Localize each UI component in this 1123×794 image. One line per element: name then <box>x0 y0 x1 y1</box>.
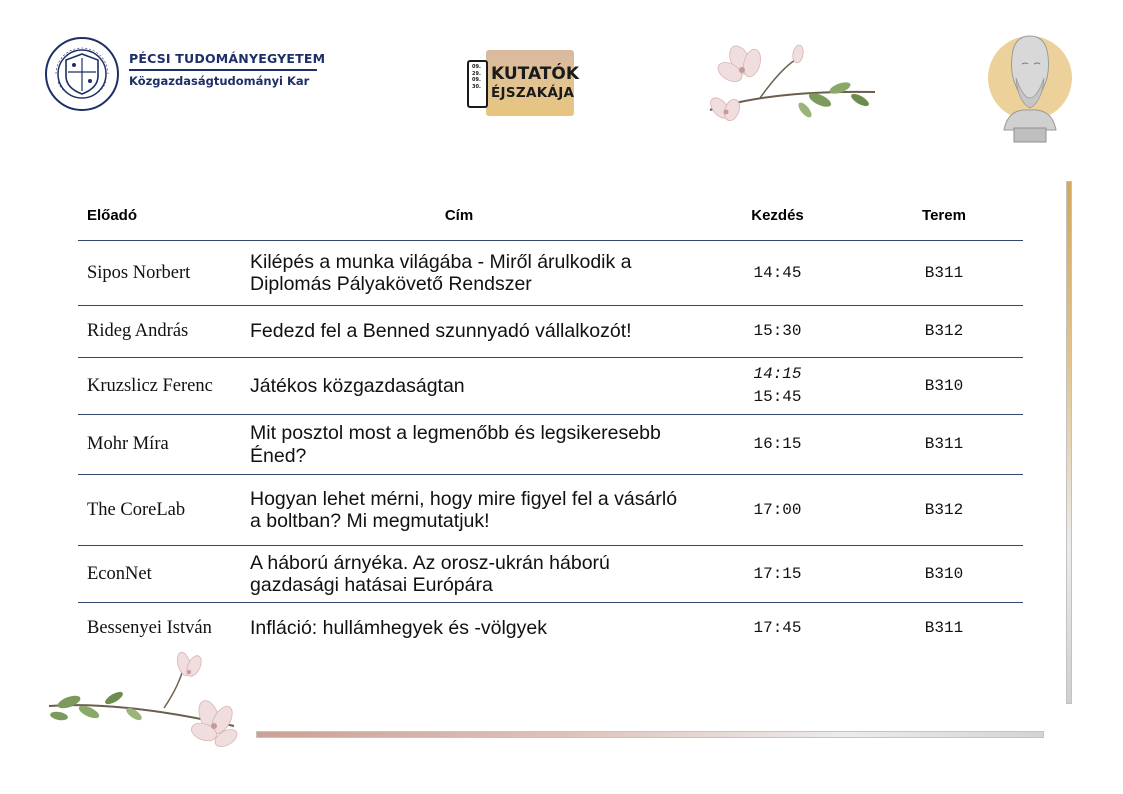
university-logo <box>44 36 334 116</box>
event-logo-title-line1: KUTATÓK <box>491 64 580 84</box>
event-logo-dates: 09. 29. 09. 30. <box>472 64 481 90</box>
philosopher-bust-icon <box>986 28 1076 144</box>
room-cell: B311 <box>924 435 964 453</box>
university-seal-icon <box>44 36 120 112</box>
event-logo-title-line2: ÉJSZAKÁJA <box>491 85 575 101</box>
speaker-cell: EconNet <box>87 563 152 584</box>
faculty-name: Közgazdaságtudományi Kar <box>129 73 310 88</box>
room-cell: B311 <box>924 618 964 637</box>
room-cell: B310 <box>924 376 964 395</box>
title-cell: Kilépés a munka világába - Miről árulkodik a Diplomás Pályakövető Rendszer <box>250 250 632 295</box>
header-title: Cím <box>444 206 474 224</box>
speaker-cell: Kruzslicz Ferenc <box>87 375 213 396</box>
time-main: 15:45 <box>753 388 802 406</box>
room-cell: B312 <box>924 322 964 340</box>
title-cell: Hogyan lehet mérni, hogy mire figyel fel a vásárló a boltban? Mi megmutatjuk! <box>250 487 678 532</box>
time-cell: 17:45 <box>753 618 802 637</box>
room-cell: B311 <box>924 263 964 282</box>
decorative-horizontal-bar <box>256 731 1044 738</box>
logo-divider <box>129 69 317 71</box>
decorative-vertical-bar <box>1066 181 1072 704</box>
table-row <box>78 415 1023 475</box>
title-cell: Mit posztol most a legmenőbb és legsikeresebb Éned? <box>250 422 661 467</box>
room-cell: B312 <box>924 500 964 519</box>
header-room: Terem <box>922 206 966 224</box>
speaker-cell: The CoreLab <box>87 499 186 520</box>
time-cell: 17:00 <box>753 500 802 519</box>
speaker-cell: Bessenyei István <box>87 617 212 638</box>
university-name: PÉCSI TUDOMÁNYEGYETEM <box>129 51 326 66</box>
title-cell: Játékos közgazdaságtan <box>250 374 465 397</box>
time-alt: 14:15 <box>753 365 802 383</box>
time-cell <box>690 363 865 409</box>
time-cell: 14:45 <box>753 263 802 282</box>
table-row <box>78 306 1023 358</box>
table-row <box>78 475 1023 546</box>
title-cell: Infláció: hullámhegyek és -völgyek <box>250 616 547 639</box>
header-time: Kezdés <box>751 206 804 224</box>
magnolia-branch-icon <box>700 30 880 130</box>
time-cell: 17:15 <box>753 564 802 583</box>
table-row <box>78 358 1023 415</box>
title-cell: Fedezd fel a Benned szunnyadó vállalkozót! <box>250 320 632 343</box>
table-header <box>78 190 1023 241</box>
event-logo <box>466 50 606 120</box>
table-row <box>78 241 1023 306</box>
magnolia-branch-icon <box>44 646 240 750</box>
speaker-cell: Rideg András <box>87 321 189 341</box>
table-row <box>78 546 1023 603</box>
time-cell: 15:30 <box>753 322 802 340</box>
header-speaker: Előadó <box>87 206 138 224</box>
title-cell: A háború árnyéka. Az orosz-ukrán háború gazdasági hatásai Európára <box>250 551 610 596</box>
room-cell: B310 <box>924 564 964 583</box>
speaker-cell: Mohr Míra <box>87 434 169 454</box>
speaker-cell: Sipos Norbert <box>87 262 191 283</box>
time-cell: 16:15 <box>753 435 802 453</box>
schedule-table <box>78 190 1023 653</box>
